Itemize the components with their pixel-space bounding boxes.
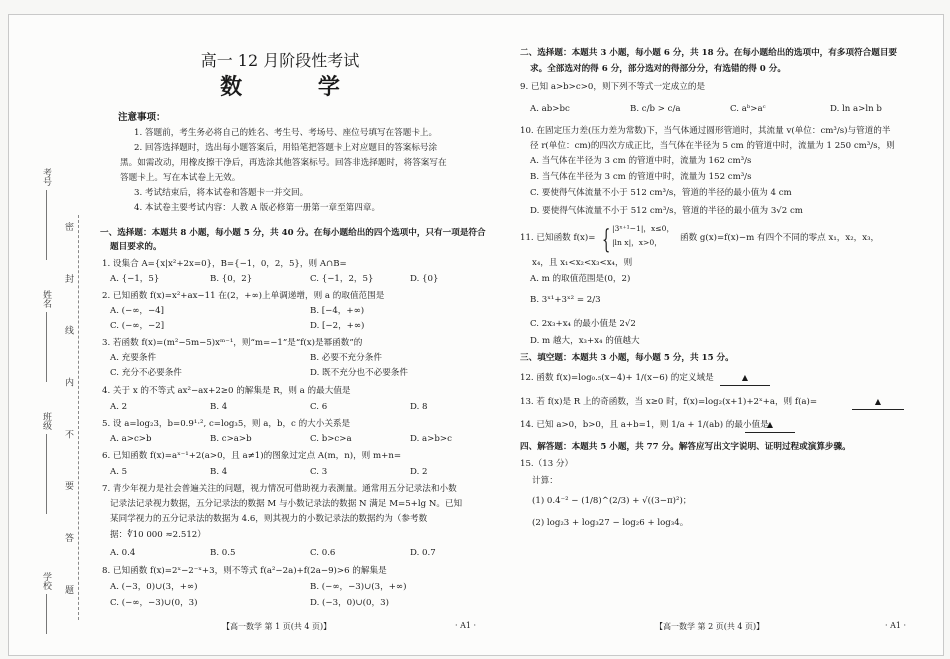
footer-right-page: 【高一数学 第 2 页(共 4 页)】 (655, 622, 765, 631)
q4-option-b: B. 4 (210, 402, 228, 412)
q12-answer-blank (720, 373, 770, 386)
q3-stem: 3. 若函数 f(x)=(m²−5m−5)xᵐ⁻¹，则“m=−1”是“f(x)是幂函数”的 (102, 338, 363, 348)
q12-blank-mark: ▲ (741, 373, 749, 382)
q6-option-d: D. 2 (410, 467, 428, 477)
q3-option-a: A. 充要条件 (110, 353, 157, 363)
section3-heading: 三、填空题：本题共 3 小题，每小题 5 分，共 15 分。 (520, 353, 734, 363)
section1-heading-1: 一、选择题：本题共 8 小题，每小题 5 分，共 40 分。在每小题给出的四个选项中，只有一项是符合 (100, 228, 486, 238)
q13-text: 13. 若 f(x)是 R 上的奇函数，当 x≥0 时，f(x)=log₂(x+1)+2ˣ+a，则 f(a)= (520, 397, 818, 407)
notes-line-4: 答题卡上。写在本试卷上无效。 (120, 173, 241, 183)
q11-brace: { (602, 225, 611, 255)
q2-option-c: C. (−∞，−2] (110, 321, 165, 331)
exam-title: 高一 12 月阶段性考试 (200, 51, 360, 70)
q11-line-2: x₄，且 x₁<x₂<x₃<x₄，则 (532, 258, 633, 268)
q10-option-c: C. 要使得气体流量不小于 512 cm³/s，管道的半径的最小值为 4 cm (530, 188, 792, 198)
section2-heading-1: 二、选择题：本题共 3 小题，每小题 6 分，共 18 分。在每小题给出的选项中，有多项符合题目要 (520, 48, 898, 58)
q5-option-c: C. b>c>a (310, 434, 352, 444)
q11-lead: 11. 已知函数 f(x)= (520, 233, 596, 243)
q15-part-2: (2) log₂3 + log₃27 − log₂6 + log₃4。 (532, 518, 689, 528)
q4-option-d: D. 8 (410, 402, 428, 412)
q7-option-a: A. 0.4 (110, 548, 136, 558)
class-line (46, 434, 47, 514)
name-label: 姓名 (41, 290, 51, 308)
q1-option-d: D. {0} (410, 274, 439, 284)
footer-left-code: · A1 · (455, 621, 477, 630)
q15-lead: 计算： (532, 476, 558, 486)
q2-option-b: B. [−4，+∞) (310, 306, 365, 316)
q13-answer-blank (852, 397, 904, 410)
q10-line-2: 径 r(单位：cm)的四次方成正比，当气体在半径为 5 cm 的管道中时，流量为 1 250 cm³/s，则 (530, 141, 895, 151)
q14-blank-mark: ▲ (766, 420, 774, 429)
exam-no-label: 考号 (41, 168, 51, 186)
q11-option-b: B. 3ˣ¹+3ˣ² = 2/3 (530, 295, 601, 305)
q11-tail: 函数 g(x)=f(x)−m 有四个不同的零点 x₁，x₂，x₃， (680, 233, 880, 243)
q4-option-c: C. 6 (310, 402, 328, 412)
q15-part-1: (1) 0.4⁻² − (1/8)^(2/3) + √((3−π)²)； (532, 496, 692, 506)
q11-piece-2: |ln x|，x>0， (612, 238, 662, 247)
exam-no-line (46, 190, 47, 260)
q1-option-a: A. {−1，5} (110, 274, 160, 284)
q5-stem: 5. 设 a=log₂3，b=0.9¹·², c=log₃5，则 a，b，c 的大小关系是 (102, 419, 351, 429)
q8-option-d: D. (−3，0)∪(0，3) (310, 598, 389, 608)
q10-line-1: 10. 在固定压力差(压力差为常数)下，当气体通过圆形管道时，其流量 v(单位：cm³/s)与管道的半 (520, 126, 891, 136)
q7-stem-line-4: 据：∜10 000 ≈2.512） (110, 530, 206, 540)
q9-option-b: B. c/b > c/a (630, 104, 681, 114)
q6-option-a: A. 5 (110, 467, 128, 477)
footer-left-page: 【高一数学 第 1 页(共 4 页)】 (222, 622, 332, 631)
q1-stem: 1. 设集合 A={x|x²+2x=0}，B={−1，0，2，5}，则 A∩B= (102, 259, 347, 269)
q7-stem-line-1: 7. 青少年视力是社会普遍关注的问题，视力情况可借助视力表测量。通常用五分记录法和小数 (102, 484, 457, 494)
section1-heading-2: 题目要求的。 (110, 242, 162, 252)
subject-title: 数 学 (220, 74, 374, 100)
q3-option-c: C. 充分不必要条件 (110, 368, 182, 378)
q10-option-d: D. 要使得气体流量不小于 512 cm³/s，管道的半径的最小值为 3√2 cm (530, 206, 803, 216)
q15-title: 15.（13 分） (520, 459, 574, 469)
notes-line-6: 4. 本试卷主要考试内容：人教 A 版必修第一册第一章至第四章。 (134, 203, 381, 213)
class-label: 班级 (41, 412, 51, 430)
q3-option-d: D. 既不充分也不必要条件 (310, 368, 408, 378)
q13-blank-mark: ▲ (874, 397, 882, 406)
q8-stem: 8. 已知函数 f(x)=2ˣ−2⁻ˣ+3，则不等式 f(a²−2a)+f(2a−9)>6 的解集是 (102, 566, 387, 576)
q14-answer-blank (745, 420, 795, 433)
notes-line-5: 3. 考试结束后，将本试卷和答题卡一并交回。 (134, 188, 309, 198)
q9-option-d: D. ln a>ln b (830, 104, 882, 114)
q6-option-b: B. 4 (210, 467, 228, 477)
footer-right-code: · A1 · (885, 621, 907, 630)
seal-dashed-line (78, 215, 80, 620)
q4-stem: 4. 关于 x 的不等式 ax²−ax+2≥0 的解集是 R，则 a 的最大值是 (102, 386, 351, 396)
section4-heading: 四、解答题：本题共 5 小题，共 77 分。解答应写出文字说明、证明过程或演算步骤。 (520, 442, 851, 452)
school-line (46, 594, 47, 634)
q8-option-a: A. (−3，0)∪(3，+∞) (110, 582, 198, 592)
name-line (46, 312, 47, 382)
q12-text: 12. 函数 f(x)=log₀.₅(x−4)+ 1/(x−6) 的定义域是 (520, 373, 714, 383)
q8-option-c: C. (−∞，−3)∪(0，3) (110, 598, 198, 608)
q11-option-d: D. m 越大，x₃+x₄ 的值越大 (530, 336, 640, 346)
q8-option-b: B. (−∞，−3)∪(3，+∞) (310, 582, 407, 592)
q14-text: 14. 已知 a>0，b>0，且 a+b=1，则 1/a + 1/(ab) 的最小值是 (520, 420, 769, 430)
q5-option-a: A. a>c>b (110, 434, 152, 444)
q7-option-d: D. 0.7 (410, 548, 436, 558)
notes-line-1: 1. 答题前，考生务必将自己的姓名、考生号、考场号、座位号填写在答题卡上。 (134, 128, 438, 138)
section2-heading-2: 求。全部选对的得 6 分，部分选对的得部分分，有选错的得 0 分。 (530, 64, 786, 74)
q11-piece-1: |3ˣ⁺¹−1|，x≤0， (612, 224, 675, 233)
seal-text: 密 封 线 内 不 要 答 题 (63, 222, 73, 615)
q9-option-c: C. aᵇ>aᶜ (730, 104, 766, 114)
q7-option-b: B. 0.5 (210, 548, 236, 558)
q1-option-c: C. {−1，2，5} (310, 274, 374, 284)
q10-option-b: B. 当气体在半径为 3 cm 的管道中时，流量为 152 cm³/s (530, 172, 752, 182)
q2-option-a: A. (−∞，−4] (110, 306, 164, 316)
q1-option-b: B. {0，2} (210, 274, 253, 284)
q6-stem: 6. 已知函数 f(x)=aˣ⁻¹+2(a>0，且 a≠1)的图象过定点 A(m，n)，则 m+n= (102, 451, 402, 461)
notes-heading: 注意事项： (118, 112, 166, 123)
q4-option-a: A. 2 (110, 402, 128, 412)
paper-sheet (8, 14, 944, 656)
q5-option-b: B. c>a>b (210, 434, 252, 444)
q2-stem: 2. 已知函数 f(x)=x²+ax−11 在(2，+∞)上单调递增，则 a 的取值范围是 (102, 291, 385, 301)
q5-option-d: D. a>b>c (410, 434, 452, 444)
q7-option-c: C. 0.6 (310, 548, 336, 558)
q11-option-a: A. m 的取值范围是(0，2) (530, 274, 631, 284)
q10-option-a: A. 当气体在半径为 3 cm 的管道中时，流量为 162 cm³/s (530, 156, 752, 166)
q9-option-a: A. ab>bc (530, 104, 570, 114)
school-label: 学校 (41, 572, 51, 590)
q3-option-b: B. 必要不充分条件 (310, 353, 382, 363)
notes-line-2: 2. 回答选择题时，选出每小题答案后，用铅笔把答题卡上对应题目的答案标号涂 (134, 143, 438, 153)
q7-stem-line-2: 记录法记录视力数据，五分记录法的数据 M 与小数记录法的数据 N 满足 M=5+lg N。已知 (110, 499, 463, 509)
q11-option-c: C. 2x₃+x₄ 的最小值是 2√2 (530, 319, 636, 329)
q7-stem-line-3: 某同学视力的五分记录法的数据为 4.6，则其视力的小数记录法的数据约为（参考数 (110, 514, 428, 524)
notes-line-3: 黑。如需改动，用橡皮擦干净后，再选涂其他答案标号。回答非选择题时，将答案写在 (120, 158, 447, 168)
q9-stem: 9. 已知 a>b>c>0，则下列不等式一定成立的是 (520, 82, 706, 92)
q2-option-d: D. [−2，+∞) (310, 321, 365, 331)
q6-option-c: C. 3 (310, 467, 328, 477)
